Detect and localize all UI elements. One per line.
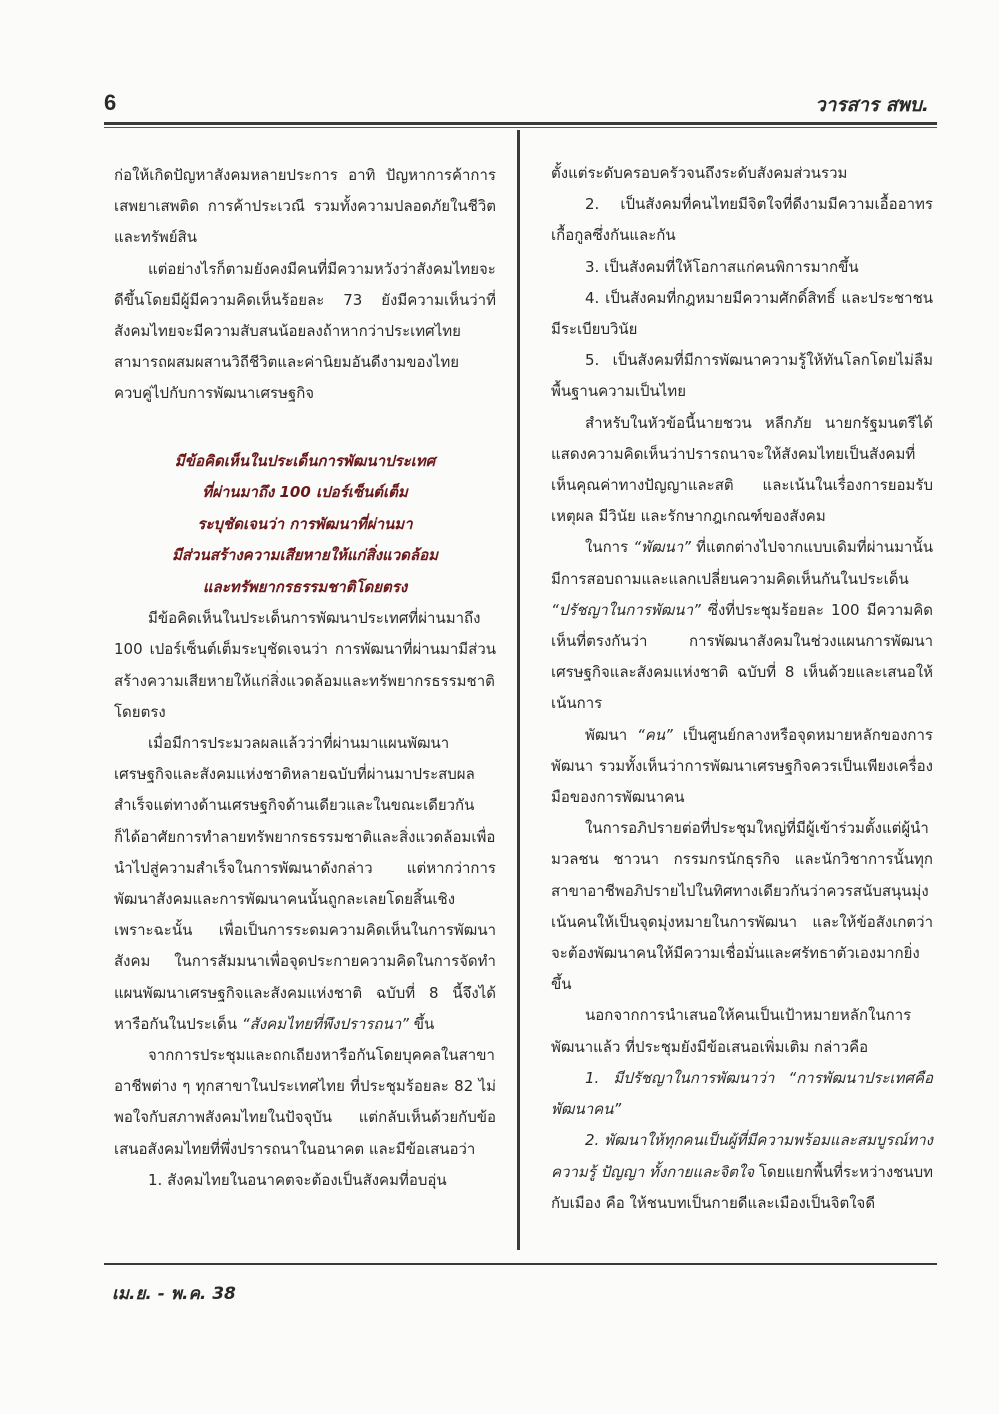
- issue-date: เม.ย. - พ.ค. 38: [112, 1284, 236, 1304]
- list-item: [551, 1125, 933, 1219]
- paragraph: สำหรับในหัวข้อนี้นายชวน หลีกภัย นายกรัฐมนตรีได้แสดงความคิดเห็นว่าปรารถนาจะให้สังคมไทยเป็นสังคมที่เห็นคุณค่าทางปัญญาและสติ และเน้นในเรื่องการยอมรับเหตุผล มีวินัย และรักษากฎเกณฑ์ของสังคม: [551, 413, 933, 526]
- list-item: 4. เป็นสังคมที่กฎหมายมีความศักดิ์สิทธิ์ และประชาชนมีระเบียบวินัย: [551, 288, 933, 339]
- heading-line: ระบุชัดเจนว่า การพัฒนาที่ผ่านมา: [197, 514, 413, 533]
- header-rule-thin: [104, 127, 937, 128]
- list-item: 2. เป็นสังคมที่คนไทยมีจิตใจที่ดีงามมีความเอื้ออาทรเกื้อกูลซึ่งกันและกัน: [551, 195, 933, 245]
- journal-title: วารสาร สพบ.: [814, 94, 929, 116]
- paragraph-text: เป็นศูนย์กลางหรือจุดหมายหลักของการพัฒนา รวมทั้งเห็นว่าการพัฒนาเศรษฐกิจควรเป็นเพียงเครื่องมือของการพัฒนาคน: [551, 725, 933, 807]
- page-number: 6: [104, 90, 117, 115]
- paragraph: นอกจากการนำเสนอให้คนเป็นเป้าหมายหลักในการพัฒนาแล้ว ที่ประชุมยังมีข้อเสนอเพิ่มเติม กล่าวคือ: [551, 1006, 912, 1056]
- paragraph: [551, 532, 933, 719]
- quoted-phrase: “สังคมไทยที่พึงปรารถนา”: [241, 1014, 409, 1033]
- paragraph-text: โดยแยกพื้นที่ระหว่างชนบทกับเมือง คือ ให้ชนบทเป็นกายดีและเมืองเป็นจิตใจดี: [551, 1162, 933, 1212]
- heading-line: มีข้อคิดเห็นในประเด็นการพัฒนาประเทศ: [174, 451, 436, 470]
- paragraph-text: ขึ้น: [413, 1014, 435, 1033]
- heading-line: และทรัพยากรธรรมชาติโดยตรง: [202, 577, 408, 596]
- paragraph: มีข้อคิดเห็นในประเด็นการพัฒนาประเทศที่ผ่านมาถึง 100 เปอร์เซ็นต์เต็มระบุชัดเจนว่า การพัฒนาที่ผ่านมามีส่วนสร้างความเสียหายให้แก่สิ่งแวดล้อมและทรัพยากรธรรมชาติโดยตรง: [114, 609, 496, 721]
- footer-rule: [104, 1263, 937, 1265]
- paragraph: [551, 720, 933, 814]
- list-item: 1. สังคมไทยในอนาคตจะต้องเป็นสังคมที่อบอุ่น: [148, 1170, 447, 1189]
- paragraph: ในการอภิปรายต่อที่ประชุมใหญ่ที่มีผู้เข้าร่วมตั้งแต่ผู้นำมวลชน ชาวนา กรรมกรนักธุรกิจ และนักวิชาการนั้นทุกสาขาอาชีพอภิปรายไปในทิศทางเดียวกันว่าควรสนับสนุนมุ่งเน้นคนให้เป็นจุดมุ่งหมายในการพัฒนา และให้ข้อสังเกตว่าจะต้องพัฒนาคนให้มีความเชื่อมั่นและศรัทธาตัวเองมากยิ่งขึ้น: [551, 819, 933, 994]
- paragraph-text: ในการ: [585, 538, 629, 557]
- section-heading: [114, 446, 496, 604]
- column-divider: [517, 130, 520, 1250]
- paragraph: [114, 728, 496, 1040]
- paragraph: จากการประชุมและถกเถียงหารือกันโดยบุคคลในสาขาอาชีพต่าง ๆ ทุกสาขาในประเทศไทย ที่ประชุมร้อยละ 82 ไม่พอใจกับสภาพสังคมไทยในปัจจุบัน แต่กลับเห็นด้วยกับข้อเสนอสังคมไทยที่พึ่งปรารถนาในอนาคต และมีข้อเสนอว่า: [114, 1045, 496, 1158]
- quoted-phrase: “พัฒนา”: [633, 538, 691, 557]
- right-column: [551, 158, 933, 1219]
- paragraph-text: ซึ่งที่ประชุมร้อยละ 100 มีความคิดเห็นที่ตรงกันว่า การพัฒนาสังคมในช่วงแผนการพัฒนาเศรษฐกิจและสังคมแห่งชาติ ฉบับที่ 8 เห็นด้วยและเสนอให้เน้นการ: [551, 600, 933, 713]
- header-rule: [104, 122, 937, 125]
- paragraph-text: พัฒนา: [585, 725, 628, 744]
- left-column: [114, 160, 496, 1196]
- paragraph: แต่อย่างไรก็ตามยังคงมีคนที่มีความหวังว่าสังคมไทยจะดีขึ้นโดยมีผู้มีความคิดเห็นร้อยละ 73 ยังมีความเห็นว่าที่สังคมไทยจะมีความสับสนน้อยลงถ้าหากว่าประเทศไทยสามารถผสมผสานวิถีชีวิตและค่านิยมอันดีงามของไทยควบคู่ไปกับการพัฒนาเศรษฐกิจ: [114, 259, 496, 403]
- heading-line: มีส่วนสร้างความเสียหายให้แก่สิ่งแวดล้อม: [172, 546, 438, 565]
- list-item: 3. เป็นสังคมที่ให้โอกาสแก่คนพิการมากขึ้น: [585, 257, 859, 276]
- quoted-phrase: “ปรัชญาในการพัฒนา”: [551, 600, 701, 619]
- list-item: 1. มีปรัชญาในการพัฒนาว่า “การพัฒนาประเทศคือพัฒนาคน”: [551, 1068, 933, 1119]
- heading-line: ที่ผ่านมาถึง 100 เปอร์เซ็นต์เต็ม: [202, 483, 408, 502]
- paragraph-text: เมื่อมีการประมวลผลแล้วว่าที่ผ่านมาแผนพัฒนาเศรษฐกิจและสังคมแห่งชาติหลายฉบับที่ผ่านมาประสบผลสำเร็จแต่ทางด้านเศรษฐกิจด้านเดียวและในขณะเดียวกันก็ได้อาศัยการทำลายทรัพยากรธรรมชาติและสิ่งแวดล้อมเพื่อนำไปสู่ความสำเร็จในการพัฒนาดังกล่าว แต่หากว่าการพัฒนาสังคมและการพัฒนาคนนั้นถูกละเลยโดยสิ้นเชิง เพราะฉะนั้น เพื่อเป็นการระดมความคิดเห็นในการพัฒนาสังคม ในการสัมมนาเพื่อจุดประกายความคิดในการจัดทำแผนพัฒนาเศรษฐกิจและสังคมแห่งชาติ ฉบับที่ 8 นี้จึงได้หารือกันในประเด็น: [114, 733, 496, 1033]
- list-item-italic: 2. พัฒนาให้ทุกคนเป็นผู้ที่มีความพร้อมและสมบูรณ์ทางความรู้ ปัญญา ทั้งกายและจิตใจ: [551, 1131, 933, 1181]
- paragraph: ก่อให้เกิดปัญหาสังคมหลายประการ อาทิ ปัญหาการค้าการเสพยาเสพติด การค้าประเวณี รวมทั้งความปลอดภัยในชีวิตและทรัพย์สิน: [114, 166, 496, 247]
- list-item: 5. เป็นสังคมที่มีการพัฒนาความรู้ให้ทันโลกโดยไม่ลืมพื้นฐานความเป็นไทย: [551, 351, 933, 401]
- paragraph: ตั้งแต่ระดับครอบครัวจนถึงระดับสังคมส่วนรวม: [551, 164, 848, 182]
- quoted-phrase: “คน”: [637, 725, 673, 744]
- paragraph-text: ที่แตกต่างไปจากแบบเดิมที่ผ่านมานั้นมีการสอบถามและแลกเปลี่ยนความคิดเห็นกันในประเด็น: [551, 538, 933, 588]
